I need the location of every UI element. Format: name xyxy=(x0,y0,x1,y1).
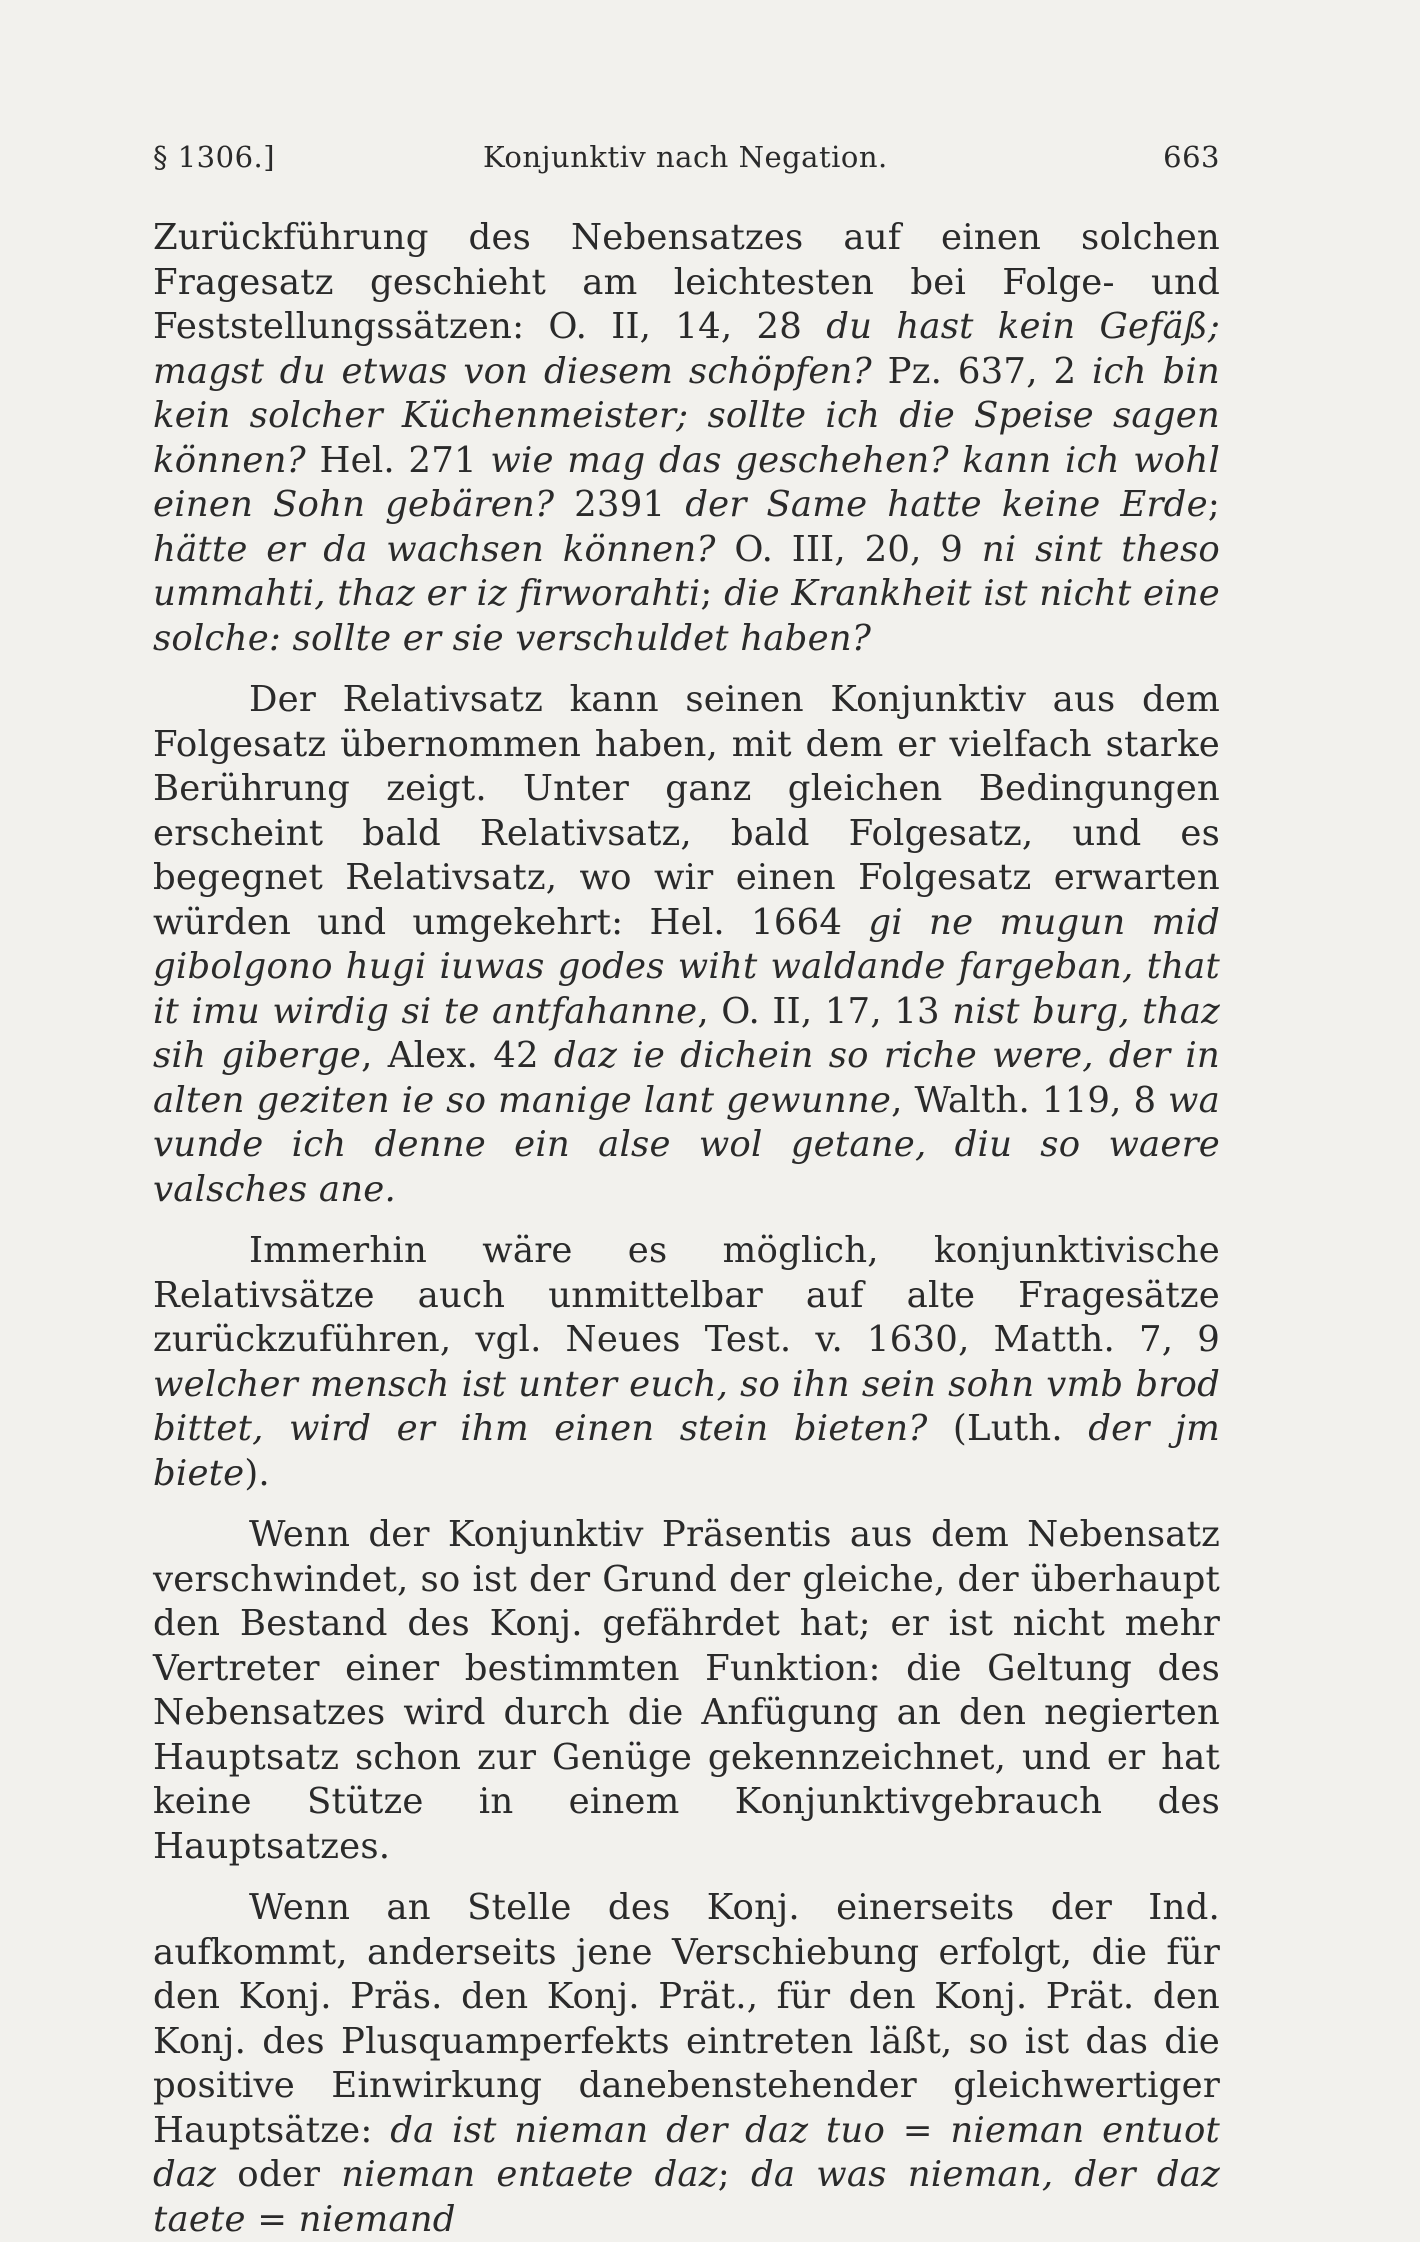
paragraph xyxy=(153,1886,1220,2242)
text-run: , Alex. 42 xyxy=(361,1035,554,1076)
text-run: 2391 xyxy=(554,484,686,525)
text-run: = xyxy=(885,2109,951,2151)
italic-quote: nieman entaete daz xyxy=(341,2154,718,2195)
italic-quote: hätte er da wachsen können? xyxy=(153,528,716,570)
text-run: ; xyxy=(1207,484,1220,525)
text-run: ). xyxy=(244,1452,270,1494)
italic-quote: gi ne mugun mid gibolgono hugi iuwas godes wiht waldande fargeban, that it imu wirdig si te antfahanne xyxy=(153,901,1220,1032)
text-run: ; xyxy=(717,2154,751,2195)
italic-quote: daz ie dichein so riche were, der in alten geziten ie so manige lant gewunne xyxy=(153,1035,1221,1121)
running-header xyxy=(153,140,1220,174)
italic-quote: ni sint theso ummahti, thaz er iz firworahti xyxy=(153,528,1220,614)
paragraph xyxy=(153,216,1220,661)
text-run: , Walth. 119, 8 xyxy=(891,1079,1169,1121)
italic-quote: der Same hatte keine Erde xyxy=(685,484,1208,525)
italic-quote: welcher mensch ist unter euch, so ihn sein sohn vmb brod bittet, wird er ihm einen stein bieten? xyxy=(153,1363,1220,1449)
italic-quote: nieman entuot daz xyxy=(153,2109,1220,2195)
text-run: Pz. 637, 2 xyxy=(871,350,1092,392)
italic-quote: da ist nieman der daz tuo xyxy=(390,2109,886,2151)
text-run: = xyxy=(245,2198,299,2240)
text-run: (Luth. xyxy=(927,1408,1089,1449)
text-run: Zurückführung des Nebensatzes auf einen solchen Fragesatz geschieht am leichtesten bei Folge- und Feststellungssätzen: O. II, 14, 28 xyxy=(153,217,1220,347)
section-number: § 1306.] xyxy=(153,140,276,174)
text-run: Immerhin wäre es möglich, konjunktivische Relativsätze auch unmittelbar auf alte Fragesätze zurückzuführen, vgl. Neues Test. v. 1630, Matth. 7, 9 xyxy=(153,1230,1220,1360)
text-run: Der Relativsatz kann seinen Konjunktiv aus dem Folgesatz übernommen haben, mit dem er vielfach starke Berührung zeigt. Unter ganz gleichen Bedingungen erscheint bald Relativsatz, bald Folgesatz, und es begegnet Relativsatz, wo wir einen Folgesatz erwarten würden und umgekehrt: Hel. 1664 xyxy=(153,679,1220,943)
italic-quote: die Krankheit ist nicht eine solche: sollte er sie verschuldet haben? xyxy=(153,573,1221,659)
italic-quote: ich bin kein solcher Küchenmeister; sollte ich die Speise sagen können? xyxy=(153,350,1221,481)
text-run: O. III, 20, 9 xyxy=(715,528,982,570)
paragraph xyxy=(153,678,1220,1212)
text-run: ; xyxy=(700,573,725,614)
body-text xyxy=(153,216,1220,2242)
text-run: oder xyxy=(216,2154,342,2195)
paragraph xyxy=(153,1513,1220,1869)
paragraph xyxy=(153,1229,1220,1496)
page-number: 663 xyxy=(1163,140,1220,174)
italic-quote: wie mag das geschehen? kann ich wohl einen Sohn gebären? xyxy=(153,439,1220,525)
text-run: Hel. 271 xyxy=(305,439,491,481)
text-run: , O. II, 17, 13 xyxy=(697,990,953,1032)
italic-quote: da was nieman, der daz taete xyxy=(153,2154,1220,2240)
italic-quote: nist burg, thaz sih giberge xyxy=(153,990,1220,1076)
text-run: Wenn der Konjunktiv Präsentis aus dem Nebensatz verschwindet, so ist der Grund der gleiche, der überhaupt den Bestand des Konj. gefährdet hat; er ist nicht mehr Vertreter einer bestimmten Funktion: die Geltung des Nebensatzes wird durch die Anfügung an den negierten Hauptsatz schon zur Genüge gekennzeichnet, und er hat keine Stütze in einem Konjunktivgebrauch des Hauptsatzes. xyxy=(153,1514,1220,1867)
running-title: Konjunktiv nach Negation. xyxy=(483,140,888,174)
italic-quote: der jm biete xyxy=(153,1408,1220,1494)
text-run: Wenn an Stelle des Konj. einerseits der Ind. aufkommt, anderseits jene Verschiebung erfolgt, die für den Konj. Präs. den Konj. Prät., für den Konj. Prät. den Konj. des Plusquamperfekts eintreten läßt, so ist das die positive Einwirkung danebenstehender gleichwertiger Hauptsätze: xyxy=(153,1887,1220,2151)
italic-quote: wa vunde ich denne ein alse wol getane, diu so waere valsches ane. xyxy=(153,1079,1220,1210)
italic-quote: du hast kein Gefäß; magst du etwas von diesem schöpfen? xyxy=(153,306,1220,392)
italic-quote: niemand xyxy=(298,2198,456,2240)
